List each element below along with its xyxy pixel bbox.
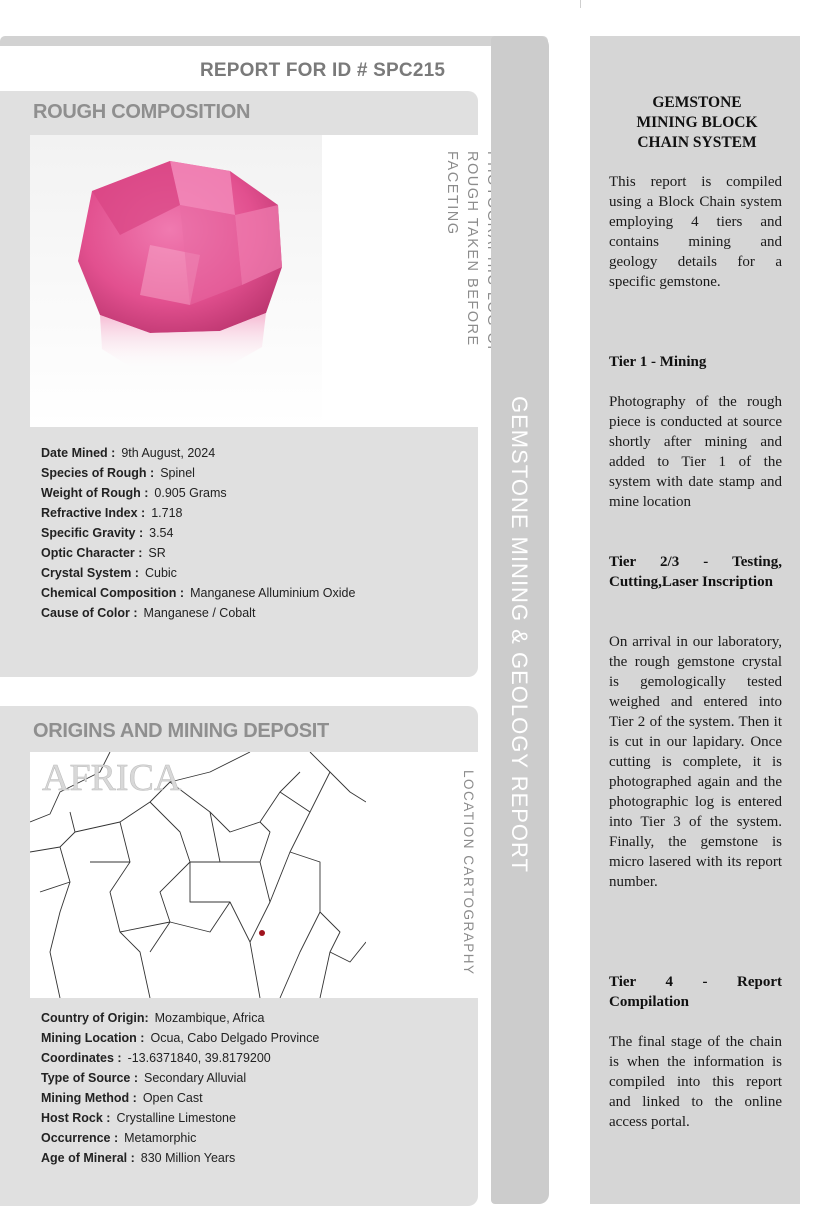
header-rule xyxy=(0,36,548,46)
rough-heading: ROUGH COMPOSITION xyxy=(33,101,251,123)
map-caption: LOCATION CARTOGRAPHY xyxy=(461,770,476,976)
origin-property-row: Mining Location : Ocua, Cabo Delgado Province xyxy=(41,1031,320,1045)
band-title: GEMSTONE MINING & GEOLOGY REPORT xyxy=(507,396,532,873)
rough-composition-panel xyxy=(0,91,478,677)
rough-property-row: Date Mined : 9th August, 2024 xyxy=(41,446,216,460)
blockchain-sidebar xyxy=(590,36,800,1204)
rough-property-row: Optic Character : SR xyxy=(41,546,166,560)
rough-property-row: Chemical Composition : Manganese Alluminium Oxide xyxy=(41,586,356,600)
rough-photo-area xyxy=(30,135,478,427)
tier23-heading: Tier 2/3 - Testing, Cutting,Laser Inscription xyxy=(609,554,782,590)
tier1-heading: Tier 1 - Mining xyxy=(609,354,707,370)
map-region-label: AFRICA xyxy=(42,757,182,799)
origin-property-row: Type of Source : Secondary Alluvial xyxy=(41,1071,247,1085)
header-tick xyxy=(580,0,581,8)
sidebar-intro: This report is compiled using a Block Chain system employing 4 tiers and contains mining and geology details for a specific gemstone. xyxy=(609,174,782,290)
report-id-title: REPORT FOR ID # SPC215 xyxy=(200,60,446,81)
rough-property-row: Refractive Index : 1.718 xyxy=(41,506,183,520)
rough-property-row: Weight of Rough : 0.905 Grams xyxy=(41,486,227,500)
sidebar-title: GEMSTONE MINING BLOCK CHAIN SYSTEM xyxy=(636,94,758,151)
rough-property-row: Crystal System : Cubic xyxy=(41,566,177,580)
rough-gem-photo xyxy=(30,135,322,427)
tier4-text: The final stage of the chain is when the information is compiled into this report and linked to the online access portal. xyxy=(609,1034,782,1130)
map-area xyxy=(30,752,478,998)
origin-property-row: Mining Method : Open Cast xyxy=(41,1091,203,1105)
rough-property-row: Specific Gravity : 3.54 xyxy=(41,526,174,540)
rough-property-row: Cause of Color : Manganese / Cobalt xyxy=(41,606,256,620)
africa-map xyxy=(30,752,366,998)
origin-property-row: Coordinates : -13.6371840, 39.8179200 xyxy=(41,1051,271,1065)
origins-panel xyxy=(0,706,478,1206)
origin-property-row: Occurrence : Metamorphic xyxy=(41,1131,197,1145)
origins-heading: ORIGINS AND MINING DEPOSIT xyxy=(33,720,329,742)
origin-property-row: Country of Origin: Mozambique, Africa xyxy=(41,1011,265,1025)
tier4-heading: Tier 4 - Report Compilation xyxy=(609,974,782,1010)
rough-photo-caption: ROUGH TAKEN BEFORE FACETING xyxy=(444,151,480,347)
tier23-text: On arrival in our laboratory, the rough gemstone crystal is gemologically tested weighed and entered into Tier 2 of the system. Then it is cut in our lapidary. Once cutting is complete, it is photographed again and the photographic log is entered into Tier 3 of the system. Finally, the gemstone is micro lasered with its report number. xyxy=(609,634,782,890)
origin-property-row: Age of Mineral : 830 Million Years xyxy=(41,1151,236,1165)
rough-properties-list xyxy=(41,443,355,623)
rough-property-row: Species of Rough : Spinel xyxy=(41,466,195,480)
tier1-text: Photography of the rough piece is conducted at source shortly after mining and added to Tier 1 of the system with date stamp and mine location xyxy=(609,394,782,510)
report-title-band xyxy=(491,36,549,1204)
origin-properties-list xyxy=(41,1008,319,1168)
origin-property-row: Host Rock : Crystalline Limestone xyxy=(41,1111,236,1125)
mine-location-marker xyxy=(259,930,265,936)
